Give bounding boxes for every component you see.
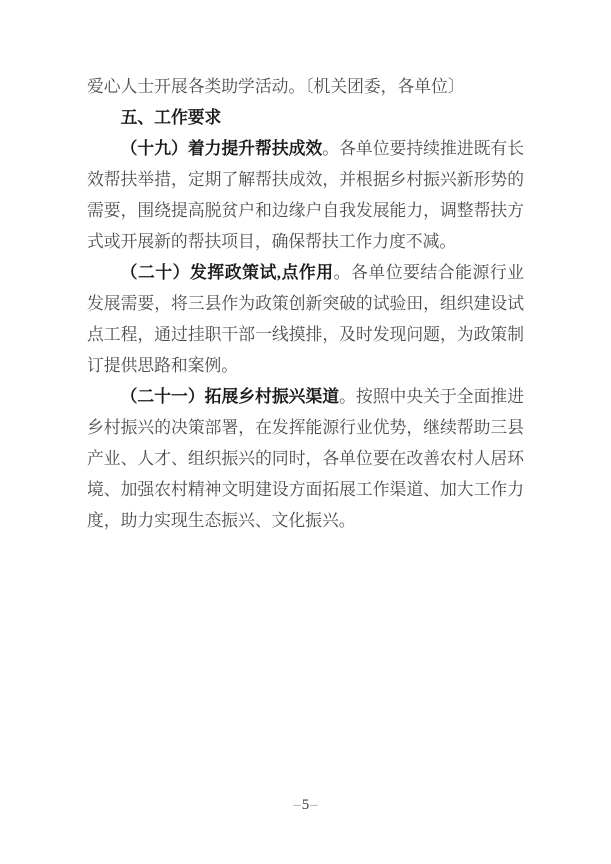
item-paragraph-21 bbox=[87, 381, 524, 536]
item-paragraph-19 bbox=[87, 133, 524, 257]
item-21-lead: （二十一）拓展乡村振兴渠道 bbox=[120, 387, 340, 406]
page-number: 5 bbox=[301, 797, 310, 813]
item-19-text: 。各单位要持续推进既有长效帮扶举措，定期了解帮扶成效，并根据乡村振兴新形势的需要，围绕提高脱贫户和边缘户自我发展能力，调整帮扶方式或开展新的帮扶项目，确保帮扶工作力度不减。 bbox=[87, 139, 524, 251]
continuation-paragraph: 爱心人士开展各类助学活动。〔机关团委，各单位〕 bbox=[87, 77, 465, 96]
item-20-lead: （二十）发挥政策试,点作用 bbox=[120, 263, 334, 282]
item-paragraph-20 bbox=[87, 257, 524, 381]
item-19-lead: （十九）着力提升帮扶成效 bbox=[120, 139, 323, 158]
text-block bbox=[87, 71, 524, 536]
item-21-text: 。按照中央关于全面推进乡村振兴的决策部署，在发挥能源行业优势，继续帮助三县产业、人才、组织振兴的同时，各单位要在改善农村人居环境、加强农村精神文明建设方面拓展工作渠道、加大工作力度，助力实现生态振兴、文化振兴。 bbox=[87, 387, 524, 530]
item-20-text: 。各单位要结合能源行业发展需要，将三县作为政策创新突破的试验田，组织建设试点工程，通过挂职干部一线摸排，及时发现问题，为政策制订提供思路和案例。 bbox=[87, 263, 524, 375]
footer-dash-right: – bbox=[310, 797, 318, 813]
section-heading: 五、工作要求 bbox=[120, 108, 222, 127]
footer-dash-left: – bbox=[293, 797, 301, 813]
page-footer bbox=[0, 796, 611, 814]
